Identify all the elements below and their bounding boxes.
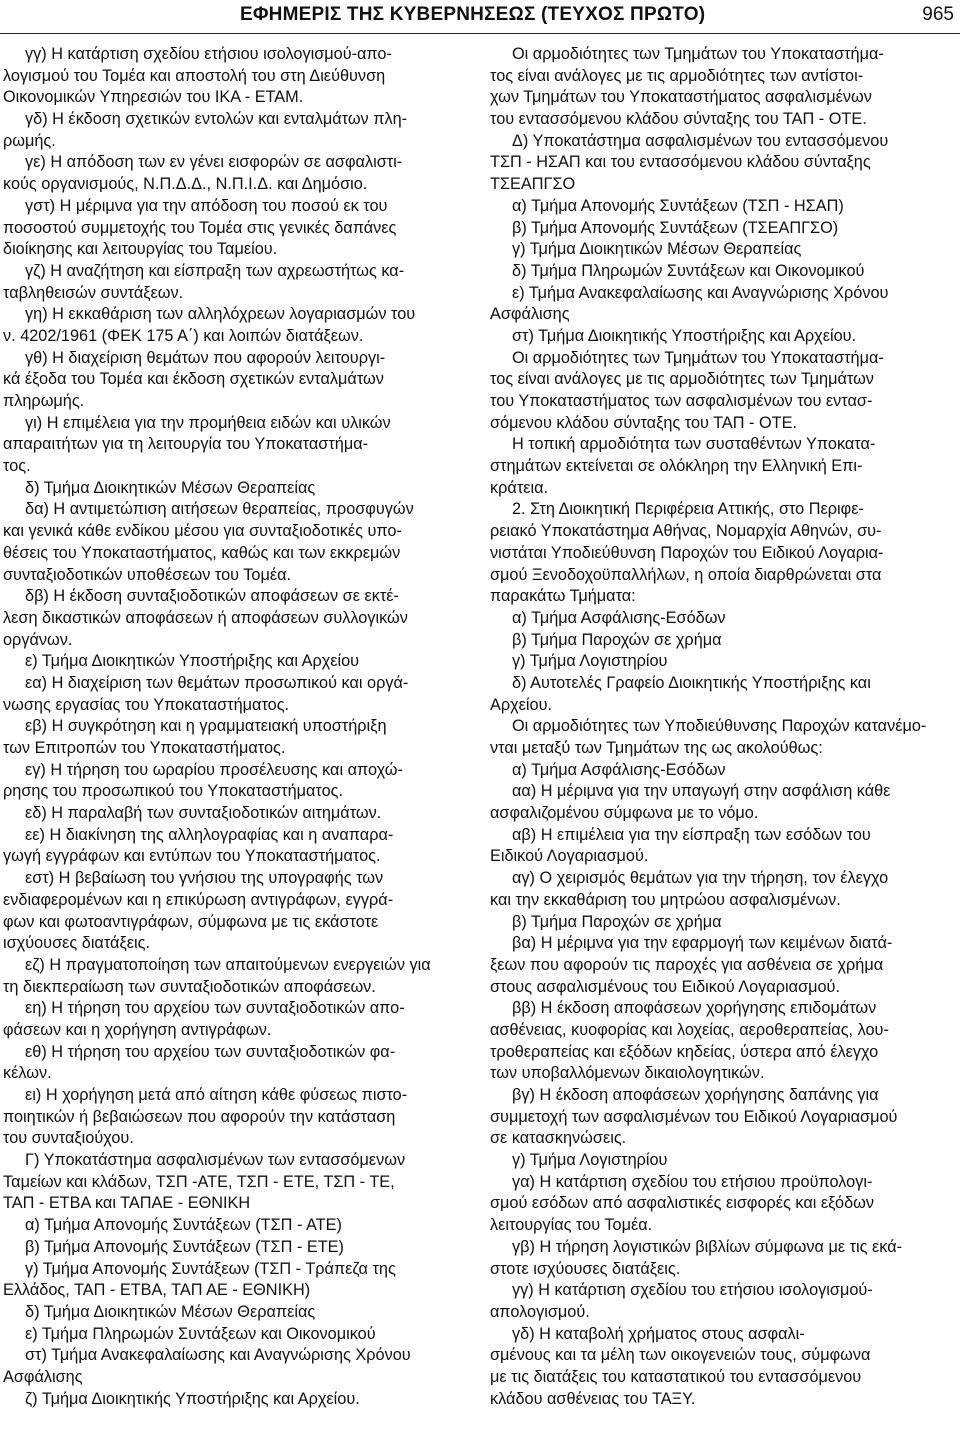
text-line: ασθένειας, κυοφορίας και λοχείας, αεροθεραπείας, λου- xyxy=(490,1020,889,1039)
text-line: απαραιτήτων για τη λειτουργία του Υποκαταστήμα- xyxy=(3,435,369,454)
text-line: στ) Τμήμα Ανακεφαλαίωσης και Αναγνώρισης Χρόνου xyxy=(25,1346,411,1365)
text-line: Ειδικού Λογαριασμού. xyxy=(490,847,649,866)
text-line: λογισμού του Τομέα και αποστολή του στη Διεύθυνση xyxy=(3,66,386,85)
text-line: γθ) Η διαχείριση θεμάτων που αφορούν λειτουργι- xyxy=(25,348,386,367)
text-line: και την εκκαθάριση του μητρώου ασφαλισμένων. xyxy=(490,890,841,909)
text-line: παρακάτω Τμήματα: xyxy=(490,587,636,606)
text-line: λεση δικαστικών αποφάσεων ή αποφάσεων συλλογικών xyxy=(3,608,408,627)
text-line: Η τοπική αρμοδιότητα των συσταθέντων Υποκατα- xyxy=(512,435,876,454)
text-line: β) Τμήμα Απονομής Συντάξεων (ΤΣΠ - ΕΤΕ) xyxy=(25,1237,344,1256)
text-line: συνταξιοδοτικών υποθέσεων του Τομέα. xyxy=(3,565,292,584)
text-line: Αρχείου. xyxy=(490,695,553,714)
text-line: β) Τμήμα Παροχών σε χρήμα xyxy=(512,630,722,649)
text-line: εθ) Η τήρηση του αρχείου των συνταξιοδοτικών φα- xyxy=(25,1042,396,1061)
text-line: ασφαλιζομένου σύμφωνα με το νόμο. xyxy=(490,804,759,823)
text-line: Δ) Υποκατάστημα ασφαλισμένων του εντασσόμενου xyxy=(512,131,889,150)
text-line: ΤΑΠ - ΕΤΒΑ και ΤΑΠΑΕ - ΕΘΝΙΚΗ xyxy=(3,1194,251,1213)
text-line: ΤΣΕΑΠΓΣΟ xyxy=(490,175,576,194)
text-line: εστ) Η βεβαίωση του γνήσιου της υπογραφής των xyxy=(25,869,384,888)
text-line: στημάτων εκτείνεται σε ολόκληρη την Ελληνική Επι- xyxy=(490,457,863,476)
text-line: εε) Η διακίνηση της αλληλογραφίας και η αναπαρα- xyxy=(25,825,394,844)
text-line: του εντασσόμενου κλάδου σύνταξης του ΤΑΠ - ΟΤΕ. xyxy=(490,110,867,129)
text-line: εη) Η τήρηση του αρχείου των συνταξιοδοτικών απο- xyxy=(25,999,405,1018)
text-line: βγ) Η έκδοση αποφάσεων χορήγησης δαπάνης για xyxy=(512,1086,879,1104)
page-number: 965 xyxy=(922,4,954,25)
text-line: γ) Τμήμα Λογιστηρίου xyxy=(512,1151,668,1170)
text-line: γ) Τμήμα Απονομής Συντάξεων (ΤΣΠ - Τράπεζα της xyxy=(25,1259,396,1278)
text-line: γ) Τμήμα Λογιστηρίου xyxy=(512,652,668,671)
text-line: οργάνων. xyxy=(3,630,73,649)
text-line: Οι αρμοδιότητες των Υποδιεύθυνσης Παροχών κατανέμο- xyxy=(512,717,927,736)
text-line: ν. 4202/1961 (ΦΕΚ 175 Α΄) και λοιπών διατάξεων. xyxy=(3,326,364,345)
text-line: κέλων. xyxy=(3,1064,52,1083)
text-line: και γενικά κάθε ενδίκου μέσου για συνταξιοδοτικές υπο- xyxy=(3,522,402,541)
text-line: ε) Τμήμα Ανακεφαλαίωσης και Αναγνώρισης Χρόνου xyxy=(512,283,889,302)
text-line: δβ) Η έκδοση συνταξιοδοτικών αποφάσεων σε εκτέ- xyxy=(25,587,399,606)
text-line: ποιητικών ή βεβαιώσεων που αφορούν την κατάσταση xyxy=(3,1107,396,1126)
text-line: νιστάται Υποδιεύθυνση Παροχών του Ειδικού Λογαρια- xyxy=(490,543,884,562)
text-line: τος. xyxy=(3,457,31,476)
text-line: 2. Στη Διοικητική Περιφέρεια Αττικής, στο Περιφε- xyxy=(512,500,864,519)
text-line: Ταμείων και κλάδων, ΤΣΠ -ΑΤΕ, ΤΣΠ - ΕΤΕ, ΤΣΠ - ΤΕ, xyxy=(3,1172,395,1191)
text-line: των υποβαλλόμενων δικαιολογητικών. xyxy=(490,1064,765,1083)
left-column xyxy=(3,44,471,1410)
text-line: ενδιαφερομένων και η επικύρωση αντιγράφων, εγγρά- xyxy=(3,890,394,909)
text-line: ει) Η χορήγηση μετά από αίτηση κάθε φύσεως πιστο- xyxy=(25,1086,408,1104)
text-line: Ασφάλισης xyxy=(3,1367,83,1386)
text-line: γ) Τμήμα Διοικητικών Μέσων Θεραπείας xyxy=(512,240,802,259)
text-line: Ελλάδος, ΤΑΠ - ΕΤΒΑ, ΤΑΠ ΑΕ - ΕΘΝΙΚΗ) xyxy=(3,1281,311,1300)
text-line: φων και φωτοαντιγράφων, σύμφωνα με τις εκάστοτε xyxy=(3,912,379,931)
text-line: σόμενου κλάδου σύνταξης του ΤΑΠ - ΟΤΕ. xyxy=(490,413,797,432)
text-line: Οι αρμοδιότητες των Τμημάτων του Υποκαταστήμα- xyxy=(512,45,884,63)
text-line: εδ) Η παραλαβή των συνταξιοδοτικών αιτημάτων. xyxy=(25,804,382,823)
text-line: αα) Η μέριμνα για την υπαγωγή στην ασφάλιση κάθε xyxy=(512,782,891,801)
text-line: τη διεκπεραίωση των συνταξιοδοτικών αποφάσεων. xyxy=(3,977,376,996)
text-line: τροθεραπείας και εξόδων κηδείας, ύστερα από έλεγχο xyxy=(490,1042,879,1061)
text-line: στοτε ισχύουσες διατάξεις. xyxy=(490,1259,681,1278)
text-line: δ) Αυτοτελές Γραφείο Διοικητικής Υποστήριξης και xyxy=(512,673,871,692)
text-line: δα) Η αντιμετώπιση αιτήσεων θεραπείας, προσφυγών xyxy=(25,500,414,519)
text-line: του Υποκαταστήματος των ασφαλισμένων του εντασ- xyxy=(490,392,873,410)
text-line: νται μεταξύ των Τμημάτων της ως ακολούθως: xyxy=(490,739,823,757)
text-line: νωσης εργασίας του Υποκαταστήματος. xyxy=(3,695,290,714)
text-line: α) Τμήμα Ασφάλισης-Εσόδων xyxy=(512,760,726,779)
text-line: τος είναι ανάλογες με τις αρμοδιότητες των Τμημάτων xyxy=(490,370,874,389)
text-line: γγ) Η κατάρτιση σχεδίου ετήσιου ισολογισμού-απο- xyxy=(25,45,392,63)
text-line: ρειακό Υποκατάστημα Αθήνας, Νομαρχία Αθηνών, συ- xyxy=(490,522,882,541)
text-line: γε) Η απόδοση των εν γένει εισφορών σε ασφαλιστι- xyxy=(25,153,403,172)
text-line: ε) Τμήμα Πληρωμών Συντάξεων και Οικονομικού xyxy=(25,1324,376,1343)
text-line: ταβληθεισών συντάξεων. xyxy=(3,283,184,302)
text-line: εβ) Η συγκρότηση και η γραμματειακή υποστήριξη xyxy=(25,717,387,736)
text-line: με τις διατάξεις του καταστατικού του εντασσόμενου xyxy=(490,1367,862,1386)
text-line: γζ) Η αναζήτηση και είσπραξη των αχρεωστήτως κα- xyxy=(25,261,405,280)
text-line: σε κατασκηνώσεις. xyxy=(490,1129,627,1148)
text-line: εα) Η διαχείριση των θεμάτων προσωπικού και οργά- xyxy=(25,673,409,692)
text-line: ξεων που αφορούν τις παροχές για ασθένεια σε χρήμα xyxy=(490,955,884,974)
page-header xyxy=(0,0,960,34)
header-rule xyxy=(0,33,960,34)
text-line: γι) Η επιμέλεια για την προμήθεια ειδών και υλικών xyxy=(25,413,391,432)
text-line: δ) Τμήμα Διοικητικών Μέσων Θεραπείας xyxy=(25,478,316,497)
text-line: βα) Η μέριμνα για την εφαρμογή των κειμένων διατά- xyxy=(512,934,893,953)
text-line: γβ) Η τήρηση λογιστικών βιβλίων σύμφωνα με τις εκά- xyxy=(512,1237,903,1256)
text-line: γγ) Η κατάρτιση σχεδίου του ετήσιου ισολογισμού- xyxy=(512,1281,873,1300)
text-line: κούς οργανισμούς, Ν.Π.Δ.Δ., Ν.Π.Ι.Δ. και Δημόσιο. xyxy=(3,175,368,194)
text-line: Οικονομικών Υπηρεσιών του ΙΚΑ - ΕΤΑΜ. xyxy=(3,88,304,107)
text-line: ζ) Τμήμα Διοικητικής Υποστήριξης και Αρχείου. xyxy=(25,1389,360,1408)
text-line: β) Τμήμα Παροχών σε χρήμα xyxy=(512,912,722,931)
text-line: συμμετοχή των ασφαλισμένων του Ειδικού Λογαριασμού xyxy=(490,1107,898,1126)
text-line: λειτουργίας του Τομέα. xyxy=(490,1216,653,1235)
text-line: ε) Τμήμα Διοικητικών Υποστήριξης και Αρχείου xyxy=(25,652,360,671)
text-line: γη) Η εκκαθάριση των αλληλόχρεων λογαριασμών του xyxy=(25,305,416,324)
text-line: Γ) Υποκατάστημα ασφαλισμένων των εντασσόμενων xyxy=(25,1151,406,1170)
text-line: πληρωμής. xyxy=(3,392,85,410)
text-line: ισχύουσες διατάξεις. xyxy=(3,934,150,953)
text-line: β) Τμήμα Απονομής Συντάξεων (ΤΣΕΑΠΓΣΟ) xyxy=(512,218,839,237)
text-line: ποσοστού συμμετοχής του Τομέα στις γενικές δαπάνες xyxy=(3,218,397,237)
right-column xyxy=(490,44,958,1410)
text-line: γστ) Η μέριμνα για την απόδοση του ποσού εκ του xyxy=(25,196,388,215)
text-line: εγ) Η τήρηση του ωραρίου προσέλευσης και αποχώ- xyxy=(25,760,403,779)
text-line: σμού Ξενοδοχοϋπαλλήλων, η οποία διαρθρώνεται στα xyxy=(490,565,882,584)
text-line: ρωμής. xyxy=(3,131,56,150)
text-line: γα) Η κατάρτιση σχεδίου του ετήσιου προϋπολογι- xyxy=(512,1172,873,1191)
text-line: αγ) Ο χειρισμός θεμάτων για την τήρηση, τον έλεγχο xyxy=(512,869,889,888)
text-line: φάσεων και η χορήγηση αντιγράφων. xyxy=(3,1020,272,1039)
text-line: σμού εσόδων από ασφαλιστικές εισφορές και εξόδων xyxy=(490,1194,874,1213)
text-line: θέσεις του Υποκαταστήματος, καθώς και των εκκρεμών xyxy=(3,543,401,562)
text-line: δ) Τμήμα Πληρωμών Συντάξεων και Οικονομικού xyxy=(512,261,865,280)
text-line: δ) Τμήμα Διοικητικών Μέσων Θεραπείας xyxy=(25,1302,316,1321)
text-line: ββ) Η έκδοση αποφάσεων χορήγησης επιδομάτων xyxy=(512,999,877,1018)
text-line: ρησης του προσωπικού του Υποκαταστήματος. xyxy=(3,782,344,801)
text-line: κλάδου ασθένειας του ΤΑΞΥ. xyxy=(490,1389,696,1408)
text-line: α) Τμήμα Απονομής Συντάξεων (ΤΣΠ - ΑΤΕ) xyxy=(25,1216,342,1235)
text-line: Οι αρμοδιότητες των Τμημάτων του Υποκαταστήμα- xyxy=(512,348,884,367)
text-line: στους ασφαλισμένους του Ειδικού Λογαριασμού. xyxy=(490,977,840,996)
text-line: του συνταξιούχου. xyxy=(3,1129,134,1148)
text-line: κά έξοδα του Τομέα και έκδοση σχετικών ενταλμάτων xyxy=(3,370,384,389)
text-line: χων Τμημάτων του Υποκαταστήματος ασφαλισμένων xyxy=(490,88,872,107)
text-line: γδ) Η έκδοση σχετικών εντολών και ενταλμάτων πλη- xyxy=(25,110,408,129)
text-line: τος είναι ανάλογες με τις αρμοδιότητες των αντίστοι- xyxy=(490,66,864,85)
text-line: κράτεια. xyxy=(490,478,549,497)
text-line: αβ) Η επιμέλεια για την είσπραξη των εσόδων του xyxy=(512,825,871,844)
text-line: των Επιτροπών του Υποκαταστήματος. xyxy=(3,739,286,757)
page-title: ΕΦΗΜΕΡΙΣ ΤΗΣ ΚΥΒΕΡΝΗΣΕΩΣ (ΤΕΥΧΟΣ ΠΡΩΤΟ) xyxy=(240,4,706,25)
text-line: α) Τμήμα Απονομής Συντάξεων (ΤΣΠ - ΗΣΑΠ) xyxy=(512,196,844,215)
text-line: ΤΣΠ - ΗΣΑΠ και του εντασσόμενου κλάδου σύνταξης xyxy=(490,153,871,172)
text-line: εζ) Η πραγματοποίηση των απαιτούμενων ενεργειών για xyxy=(25,955,431,974)
text-line: σμένους και τα μέλη των οικογενειών τους, σύμφωνα xyxy=(490,1346,871,1365)
text-line: γωγή εγγράφων και εντύπων του Υποκαταστήματος. xyxy=(3,847,381,866)
text-line: απολογισμού. xyxy=(490,1302,590,1321)
text-line: γδ) Η καταβολή χρήματος στους ασφαλι- xyxy=(512,1324,805,1343)
text-line: α) Τμήμα Ασφάλισης-Εσόδων xyxy=(512,608,726,627)
text-line: στ) Τμήμα Διοικητικής Υποστήριξης και Αρχείου. xyxy=(512,326,857,345)
text-line: διοίκησης και λειτουργίας του Ταμείου. xyxy=(3,240,278,259)
text-line: Ασφάλισης xyxy=(490,305,570,324)
